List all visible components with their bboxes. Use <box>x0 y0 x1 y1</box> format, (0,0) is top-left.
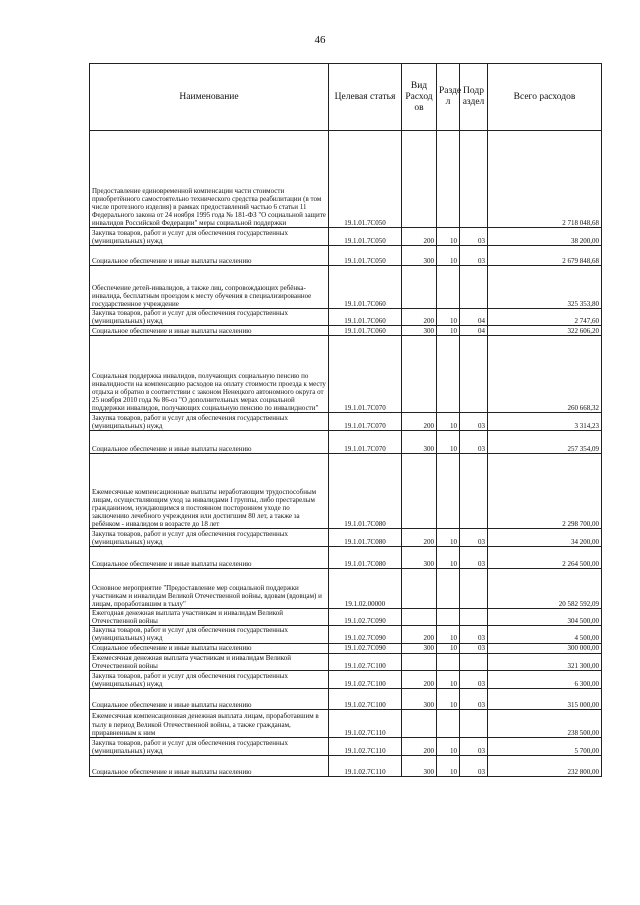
cell-subsection: 03 <box>460 431 488 454</box>
cell-expense-type: 200 <box>402 737 437 755</box>
cell-total: 257 354,09 <box>488 431 602 454</box>
cell-subsection <box>460 653 488 670</box>
cell-expense-type: 200 <box>402 670 437 688</box>
cell-name: Закупка товаров, работ и услуг для обеспечения государственных (муниципальных) нужд <box>90 529 329 547</box>
cell-name: Основное мероприятие "Предоставление мер социальной поддержки участникам и инвалидам Великой Отечественной войны, вдовам (вдовцам) и лицам, проработавшим в тылу" <box>90 569 329 609</box>
cell-subsection <box>460 131 488 228</box>
expenditure-table <box>89 63 602 777</box>
table-body <box>90 131 602 777</box>
cell-target-article: 19.1.01.7С080 <box>329 454 402 529</box>
table-row <box>90 131 602 228</box>
cell-total: 232 800,00 <box>488 755 602 776</box>
cell-subsection: 03 <box>460 670 488 688</box>
cell-expense-type: 200 <box>402 626 437 643</box>
cell-section <box>437 131 460 228</box>
cell-section: 10 <box>437 737 460 755</box>
cell-subsection <box>460 709 488 737</box>
cell-total: 238 500,00 <box>488 709 602 737</box>
cell-target-article: 19.1.02.7С100 <box>329 688 402 709</box>
cell-target-article: 19.1.02.7С110 <box>329 709 402 737</box>
cell-expense-type <box>402 609 437 626</box>
table-row <box>90 626 602 643</box>
cell-total: 4 500,00 <box>488 626 602 643</box>
cell-subsection <box>460 569 488 609</box>
cell-total: 34 200,00 <box>488 529 602 547</box>
cell-target-article: 19.1.01.7С060 <box>329 326 402 336</box>
cell-expense-type: 200 <box>402 309 437 326</box>
cell-total: 260 668,32 <box>488 336 602 413</box>
table-header-row <box>90 64 602 131</box>
cell-target-article: 19.1.01.7С060 <box>329 309 402 326</box>
cell-name: Ежемесячные компенсационные выплаты неработающим трудоспособным лицам, осуществляющим уход за инвалидами I группы, либо престарелым гражданином, нуждающимся в постоянном постороннем уходе по заключению лечебного учреждения или достигшим 80 лет, а также за ребёнком - инвалидом в возрасте до 18 лет <box>90 454 329 529</box>
cell-subsection: 03 <box>460 413 488 431</box>
cell-expense-type: 300 <box>402 688 437 709</box>
header-section: Разде л <box>437 64 460 131</box>
cell-name: Социальное обеспечение и иные выплаты населению <box>90 643 329 653</box>
cell-total: 38 200,00 <box>488 228 602 246</box>
table-row <box>90 336 602 413</box>
cell-section: 10 <box>437 309 460 326</box>
cell-expense-type: 300 <box>402 246 437 266</box>
cell-section: 10 <box>437 755 460 776</box>
table-row <box>90 266 602 309</box>
cell-name: Социальное обеспечение и иные выплаты населению <box>90 246 329 266</box>
cell-total: 304 500,00 <box>488 609 602 626</box>
cell-name: Социальное обеспечение и иные выплаты населению <box>90 547 329 569</box>
cell-section: 10 <box>437 626 460 643</box>
page-number: 46 <box>314 34 326 46</box>
table-row <box>90 529 602 547</box>
cell-target-article: 19.1.01.7С080 <box>329 547 402 569</box>
cell-total: 2 718 048,68 <box>488 131 602 228</box>
table-row <box>90 688 602 709</box>
cell-subsection: 03 <box>460 529 488 547</box>
cell-target-article: 19.1.02.7С090 <box>329 609 402 626</box>
cell-expense-type <box>402 131 437 228</box>
cell-target-article: 19.1.01.7С070 <box>329 336 402 413</box>
cell-expense-type: 300 <box>402 755 437 776</box>
cell-section: 10 <box>437 643 460 653</box>
cell-target-article: 19.1.02.7С110 <box>329 755 402 776</box>
cell-name: Социальное обеспечение и иные выплаты населению <box>90 431 329 454</box>
header-name: Наименование <box>90 64 329 131</box>
cell-target-article: 19.1.02.7С100 <box>329 670 402 688</box>
table-row <box>90 609 602 626</box>
cell-section: 10 <box>437 688 460 709</box>
cell-expense-type <box>402 454 437 529</box>
cell-subsection: 03 <box>460 246 488 266</box>
cell-section: 10 <box>437 246 460 266</box>
cell-target-article: 19.1.02.7С090 <box>329 643 402 653</box>
cell-target-article: 19.1.01.7С050 <box>329 131 402 228</box>
cell-expense-type: 200 <box>402 529 437 547</box>
table-row <box>90 413 602 431</box>
cell-section: 10 <box>437 431 460 454</box>
cell-name: Социальное обеспечение и иные выплаты населению <box>90 755 329 776</box>
cell-total: 3 314,23 <box>488 413 602 431</box>
cell-name: Ежемесячная денежная выплата участникам и инвалидам Великой Отечественной войны <box>90 653 329 670</box>
cell-target-article: 19.1.01.7С050 <box>329 246 402 266</box>
cell-target-article: 19.1.01.7С070 <box>329 431 402 454</box>
cell-name: Закупка товаров, работ и услуг для обеспечения государственных (муниципальных) нужд <box>90 670 329 688</box>
cell-target-article: 19.1.02.7С090 <box>329 626 402 643</box>
cell-total: 321 300,00 <box>488 653 602 670</box>
cell-subsection: 03 <box>460 547 488 569</box>
cell-section: 10 <box>437 670 460 688</box>
cell-subsection: 03 <box>460 737 488 755</box>
table-row <box>90 653 602 670</box>
cell-name: Закупка товаров, работ и услуг для обеспечения государственных (муниципальных) нужд <box>90 309 329 326</box>
table-row <box>90 309 602 326</box>
cell-name: Социальная поддержка инвалидов, получающих социальную пенсию по инвалидности на компенсацию расходов на оплату стоимости проезда к месту отдыха и обратно в соответствии с законом Ненецкого автономного округа от 25 ноября 2010 года № 86-оз "О дополнительных мерах социальной поддержки инвалидов, получающих социальную пенсию по инвалидности" <box>90 336 329 413</box>
cell-subsection: 03 <box>460 755 488 776</box>
table-row <box>90 454 602 529</box>
cell-target-article: 19.1.02.7С100 <box>329 653 402 670</box>
cell-section: 10 <box>437 529 460 547</box>
cell-total: 2 747,60 <box>488 309 602 326</box>
cell-subsection: 03 <box>460 626 488 643</box>
cell-target-article: 19.1.01.7С060 <box>329 266 402 309</box>
cell-total: 20 582 592,09 <box>488 569 602 609</box>
table-row <box>90 737 602 755</box>
cell-total: 325 353,80 <box>488 266 602 309</box>
cell-section <box>437 569 460 609</box>
cell-section <box>437 454 460 529</box>
cell-expense-type <box>402 266 437 309</box>
table-row <box>90 246 602 266</box>
cell-name: Социальное обеспечение и иные выплаты населению <box>90 688 329 709</box>
cell-expense-type: 300 <box>402 547 437 569</box>
table-row <box>90 643 602 653</box>
cell-name: Ежегодная денежная выплата участникам и инвалидам Великой Отечественной войны <box>90 609 329 626</box>
cell-name: Предоставление единовременной компенсации части стоимости приобретённого самостоятельно технического средства реабилитации (в том числе протезного изделия) в рамках предоставлений частью 6 статьи 11 Федерального закона от 24 ноября 1995 года № 181-ФЗ "О социальной защите инвалидов Российской Федерации" меры социальной поддержки <box>90 131 329 228</box>
cell-subsection: 03 <box>460 688 488 709</box>
cell-name: Закупка товаров, работ и услуг для обеспечения государственных (муниципальных) нужд <box>90 228 329 246</box>
cell-name: Закупка товаров, работ и услуг для обеспечения государственных (муниципальных) нужд <box>90 737 329 755</box>
table-row <box>90 755 602 776</box>
cell-subsection <box>460 609 488 626</box>
cell-name: Закупка товаров, работ и услуг для обеспечения государственных (муниципальных) нужд <box>90 413 329 431</box>
cell-total: 315 000,00 <box>488 688 602 709</box>
cell-section: 10 <box>437 228 460 246</box>
cell-total: 2 264 500,00 <box>488 547 602 569</box>
cell-section <box>437 336 460 413</box>
table-row <box>90 228 602 246</box>
cell-name: Ежемесячная компенсационная денежная выплата лицам, проработавшим в тылу в период Великой Отечественной войны, а также гражданам, приравненным к ним <box>90 709 329 737</box>
cell-subsection <box>460 336 488 413</box>
table-row <box>90 547 602 569</box>
table-row <box>90 326 602 336</box>
cell-expense-type: 300 <box>402 431 437 454</box>
table-row <box>90 670 602 688</box>
cell-expense-type: 300 <box>402 643 437 653</box>
cell-subsection <box>460 266 488 309</box>
cell-expense-type: 300 <box>402 326 437 336</box>
cell-total: 2 298 700,00 <box>488 454 602 529</box>
table-row <box>90 709 602 737</box>
header-target-article: Целевая статья <box>329 64 402 131</box>
cell-section: 10 <box>437 326 460 336</box>
cell-expense-type <box>402 709 437 737</box>
cell-expense-type: 200 <box>402 413 437 431</box>
cell-target-article: 19.1.02.7С110 <box>329 737 402 755</box>
table-row <box>90 431 602 454</box>
cell-name: Обеспечение детей-инвалидов, а также лиц, сопровождающих ребёнка-инвалида, бесплатным проездом к месту обучения в специализированное государственное учреждение <box>90 266 329 309</box>
cell-name: Социальное обеспечение и иные выплаты населению <box>90 326 329 336</box>
cell-section <box>437 709 460 737</box>
cell-total: 5 700,00 <box>488 737 602 755</box>
cell-total: 2 679 848,68 <box>488 246 602 266</box>
cell-subsection: 04 <box>460 326 488 336</box>
header-expense-type: Вид Расход ов <box>402 64 437 131</box>
cell-section <box>437 266 460 309</box>
cell-section <box>437 609 460 626</box>
cell-total: 300 000,00 <box>488 643 602 653</box>
cell-subsection: 03 <box>460 643 488 653</box>
table-row <box>90 569 602 609</box>
cell-target-article: 19.1.02.00000 <box>329 569 402 609</box>
cell-target-article: 19.1.01.7С080 <box>329 529 402 547</box>
cell-expense-type <box>402 653 437 670</box>
cell-subsection: 04 <box>460 309 488 326</box>
cell-name: Закупка товаров, работ и услуг для обеспечения государственных (муниципальных) нужд <box>90 626 329 643</box>
cell-total: 322 606,20 <box>488 326 602 336</box>
cell-subsection <box>460 454 488 529</box>
cell-section: 10 <box>437 547 460 569</box>
cell-total: 6 300,00 <box>488 670 602 688</box>
cell-section <box>437 653 460 670</box>
cell-section: 10 <box>437 413 460 431</box>
cell-target-article: 19.1.01.7С050 <box>329 228 402 246</box>
header-total: Всего расходов <box>488 64 602 131</box>
cell-expense-type <box>402 569 437 609</box>
cell-target-article: 19.1.01.7С070 <box>329 413 402 431</box>
header-subsection: Подр аздел <box>460 64 488 131</box>
cell-expense-type: 200 <box>402 228 437 246</box>
cell-expense-type <box>402 336 437 413</box>
cell-subsection: 03 <box>460 228 488 246</box>
